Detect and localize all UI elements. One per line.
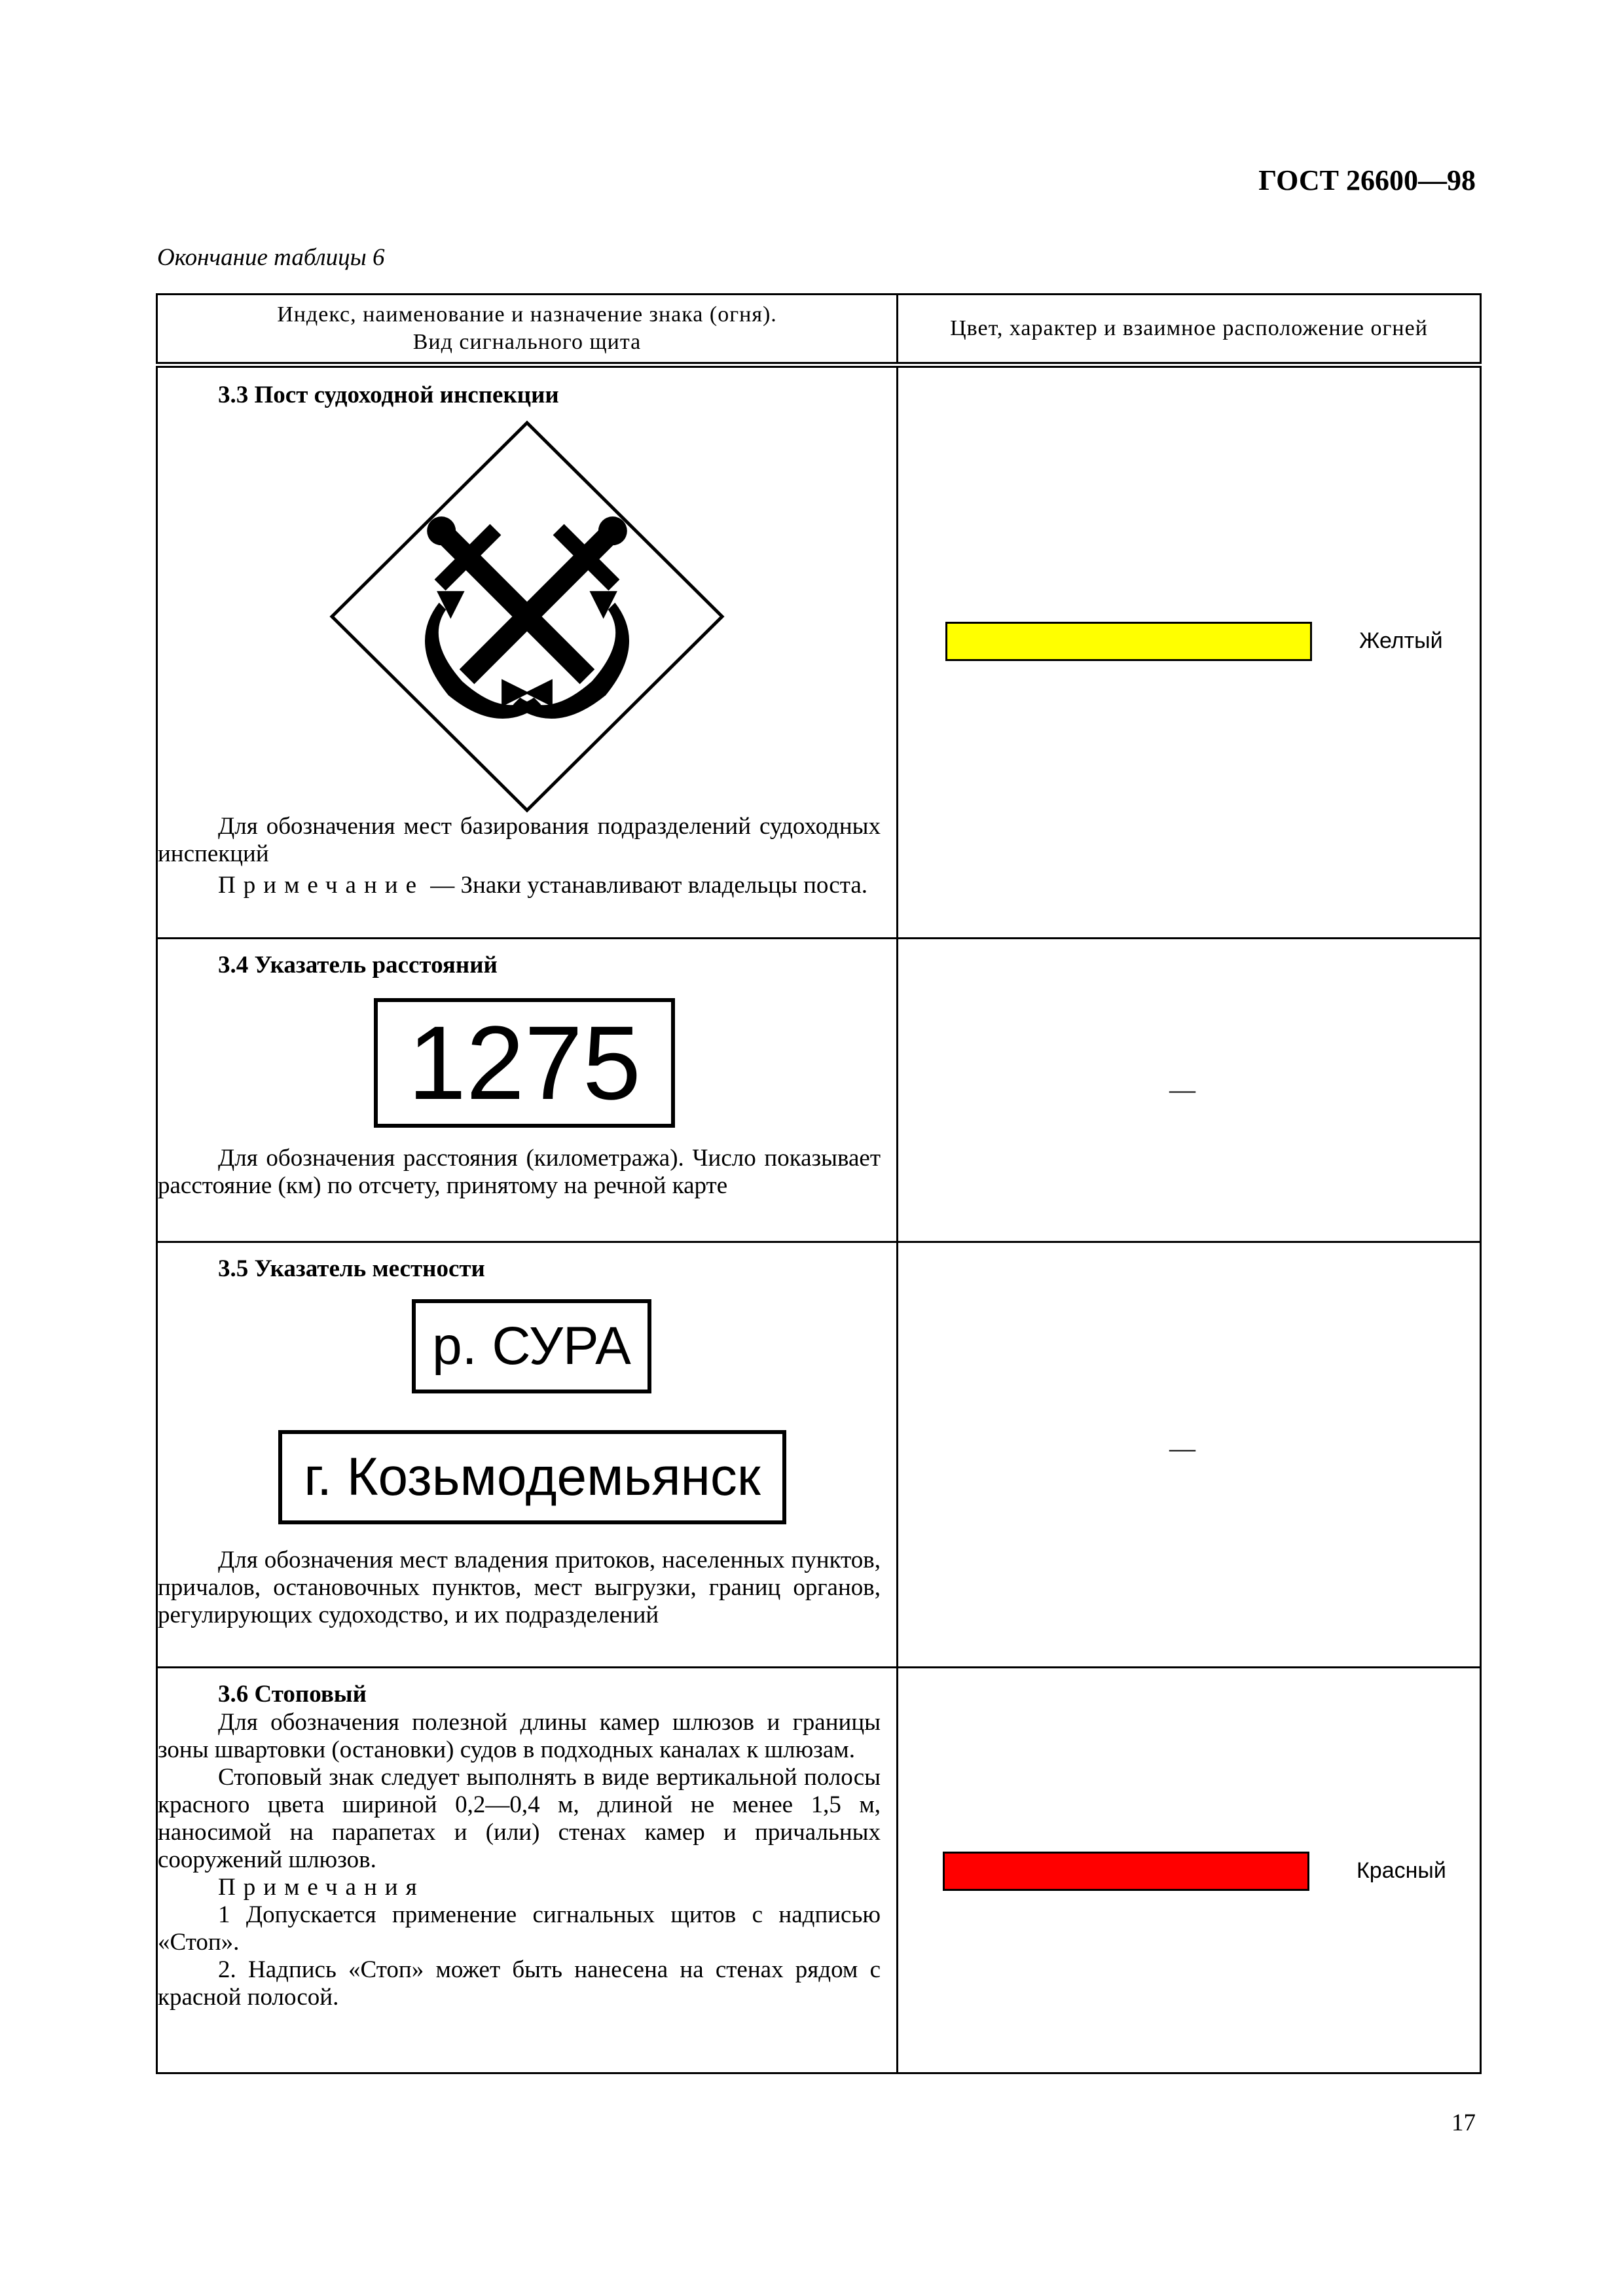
town-sign: г. Козьмодемьянск — [278, 1430, 786, 1524]
lights-cell — [898, 1242, 1481, 1668]
anchor-icon — [329, 420, 725, 813]
table-header-row — [157, 295, 1481, 365]
row-description: Для обозначения мест владения притоков, населенных пунктов, причалов, остановочных пунктов, мест выгрузки, границ органов, регулирующих судоходство, и их подразделений — [158, 1547, 881, 1628]
lights-cell — [898, 1668, 1481, 2073]
red-light-bar — [943, 1852, 1309, 1891]
light-color-label: Красный — [1357, 1858, 1446, 1883]
sign-cell — [157, 365, 898, 939]
lights-cell — [898, 939, 1481, 1242]
no-lights-dash: — — [1169, 1075, 1195, 1104]
column-header-lights: Цвет, характер и взаимное расположение огней — [898, 295, 1481, 365]
table-caption: Окончание таблицы 6 — [157, 244, 385, 271]
sign-cell — [157, 1668, 898, 2073]
lights-cell — [898, 365, 1481, 939]
table-row — [157, 365, 1481, 939]
light-color-label: Желтый — [1359, 628, 1443, 653]
page-number: 17 — [1451, 2109, 1476, 2136]
document-code: ГОСТ 26600—98 — [1258, 164, 1476, 196]
table-row — [157, 939, 1481, 1242]
row-title: 3.4 Указатель расстояний — [218, 952, 498, 978]
no-lights-dash: — — [1169, 1433, 1195, 1463]
notes-label: Примечания — [218, 1874, 425, 1901]
river-sign: р. СУРА — [412, 1299, 651, 1393]
row-description: Для обозначения расстояния (километража). Число показывает расстояние (км) по отсчету, принятому на речной карте — [158, 1145, 881, 1199]
row-title: 3.5 Указатель местности — [218, 1255, 485, 1282]
sign-cell — [157, 1242, 898, 1668]
row-title: 3.3 Пост судоходной инспекции — [218, 382, 559, 408]
note-label: Примечание — [218, 872, 424, 899]
table-row — [157, 1668, 1481, 2073]
table-row — [157, 1242, 1481, 1668]
row-title: 3.6 Стоповый — [218, 1681, 367, 1708]
row-description: Для обозначения полезной длины камер шлюзов и границы зоны швартовки (остановки) судов в подходных каналах к шлюзам. Стоповый знак следует выполнять в виде вертикальной полосы красного цвета шириной 0,2—0,4 м, длиной не менее 1,5 м, наносимой на парапетах и (или) стенах камер и причальных сооружений шлюзов. Примечания 1 Допускается применение сигнальных щитов с надписью «Стоп». 2. Надпись «Стоп» может быть нанесена на стенах рядом с красной полосой. — [158, 1709, 881, 2011]
column-header-sign: Индекс, наименование и назначение знака (огня). Вид сигнального щита — [157, 295, 898, 365]
row-description: Для обозначения мест базирования подразделений судоходных инспекций Примечание — Знаки устанавливают владельцы поста. — [158, 813, 881, 899]
yellow-light-bar — [945, 622, 1312, 661]
sign-cell — [157, 939, 898, 1242]
distance-sign: 1275 — [374, 998, 675, 1128]
signs-table — [156, 293, 1482, 2074]
